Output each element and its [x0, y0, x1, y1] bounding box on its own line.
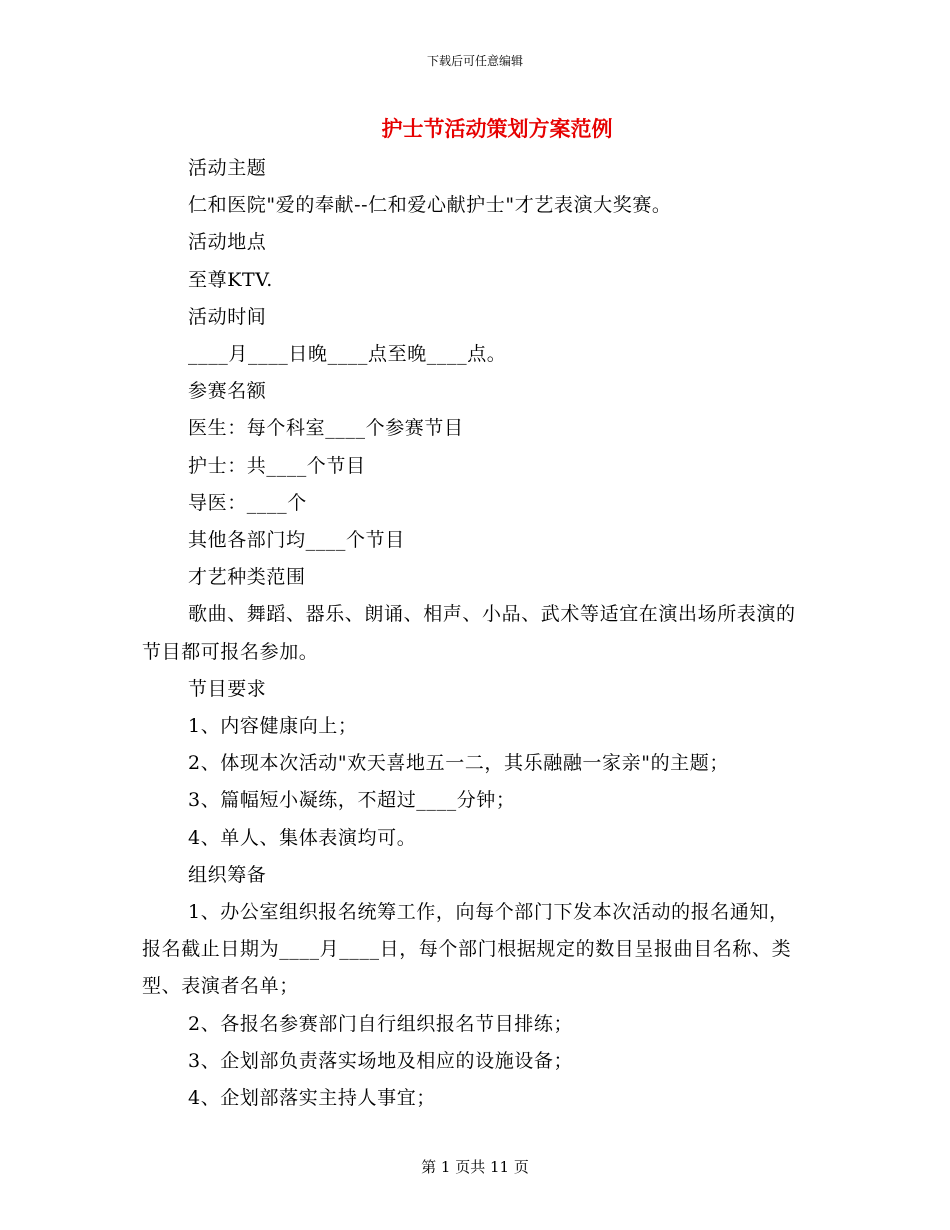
header-note: 下载后可任意编辑 [426, 54, 523, 68]
activity-location-text: 至尊KTV. [188, 268, 273, 291]
heading-talent-categories: 才艺种类范围 [188, 566, 306, 589]
document-body [142, 150, 806, 1117]
page-number-footer: 第 1 页共 11 页 [421, 1158, 529, 1176]
heading-organization-preparation: 组织筹备 [188, 863, 267, 886]
activity-theme-text: 仁和医院"爱的奉献--仁和爱心献护士"才艺表演大奖赛。 [188, 194, 672, 217]
talent-categories-text: 歌曲、舞蹈、器乐、朗诵、相声、小品、武术等适宜在演出场所表演的节目都可报名参加。 [142, 603, 796, 663]
requirement-item: 1、内容健康向上； [188, 715, 358, 738]
quota-guides: 导医：____个 [188, 491, 307, 514]
heading-participant-quota: 参赛名额 [188, 380, 267, 403]
requirement-item: 2、体现本次活动"欢天喜地五一二，其乐融融一家亲"的主题； [188, 752, 729, 775]
heading-activity-time: 活动时间 [188, 305, 267, 328]
heading-activity-theme: 活动主题 [188, 157, 267, 179]
activity-time-text: ____月____日晚____点至晚____点。 [188, 343, 507, 366]
document-title: 护士节活动策划方案范例 [381, 116, 613, 141]
quota-other-departments: 其他各部门均____个节目 [188, 529, 405, 552]
heading-activity-location: 活动地点 [188, 231, 267, 254]
requirement-item: 4、单人、集体表演均可。 [188, 826, 417, 849]
preparation-item: 4、企划部落实主持人事宜； [188, 1087, 436, 1110]
preparation-item: 3、企划部负责落实场地及相应的设施设备； [188, 1049, 574, 1072]
preparation-item: 1、办公室组织报名统筹工作，向每个部门下发本次活动的报名通知，报名截止日期为____月____日，每个部门根据规定的数目呈报曲目名称、类型、表演者名单； [142, 901, 792, 998]
requirement-item: 3、篇幅短小凝练，不超过____分钟； [188, 789, 516, 812]
quota-doctors: 医生：每个科室____个参赛节目 [188, 417, 464, 440]
preparation-item: 2、各报名参赛部门自行组织报名节目排练； [188, 1012, 574, 1035]
heading-program-requirements: 节目要求 [188, 677, 267, 700]
quota-nurses: 护士：共____个节目 [188, 454, 366, 477]
